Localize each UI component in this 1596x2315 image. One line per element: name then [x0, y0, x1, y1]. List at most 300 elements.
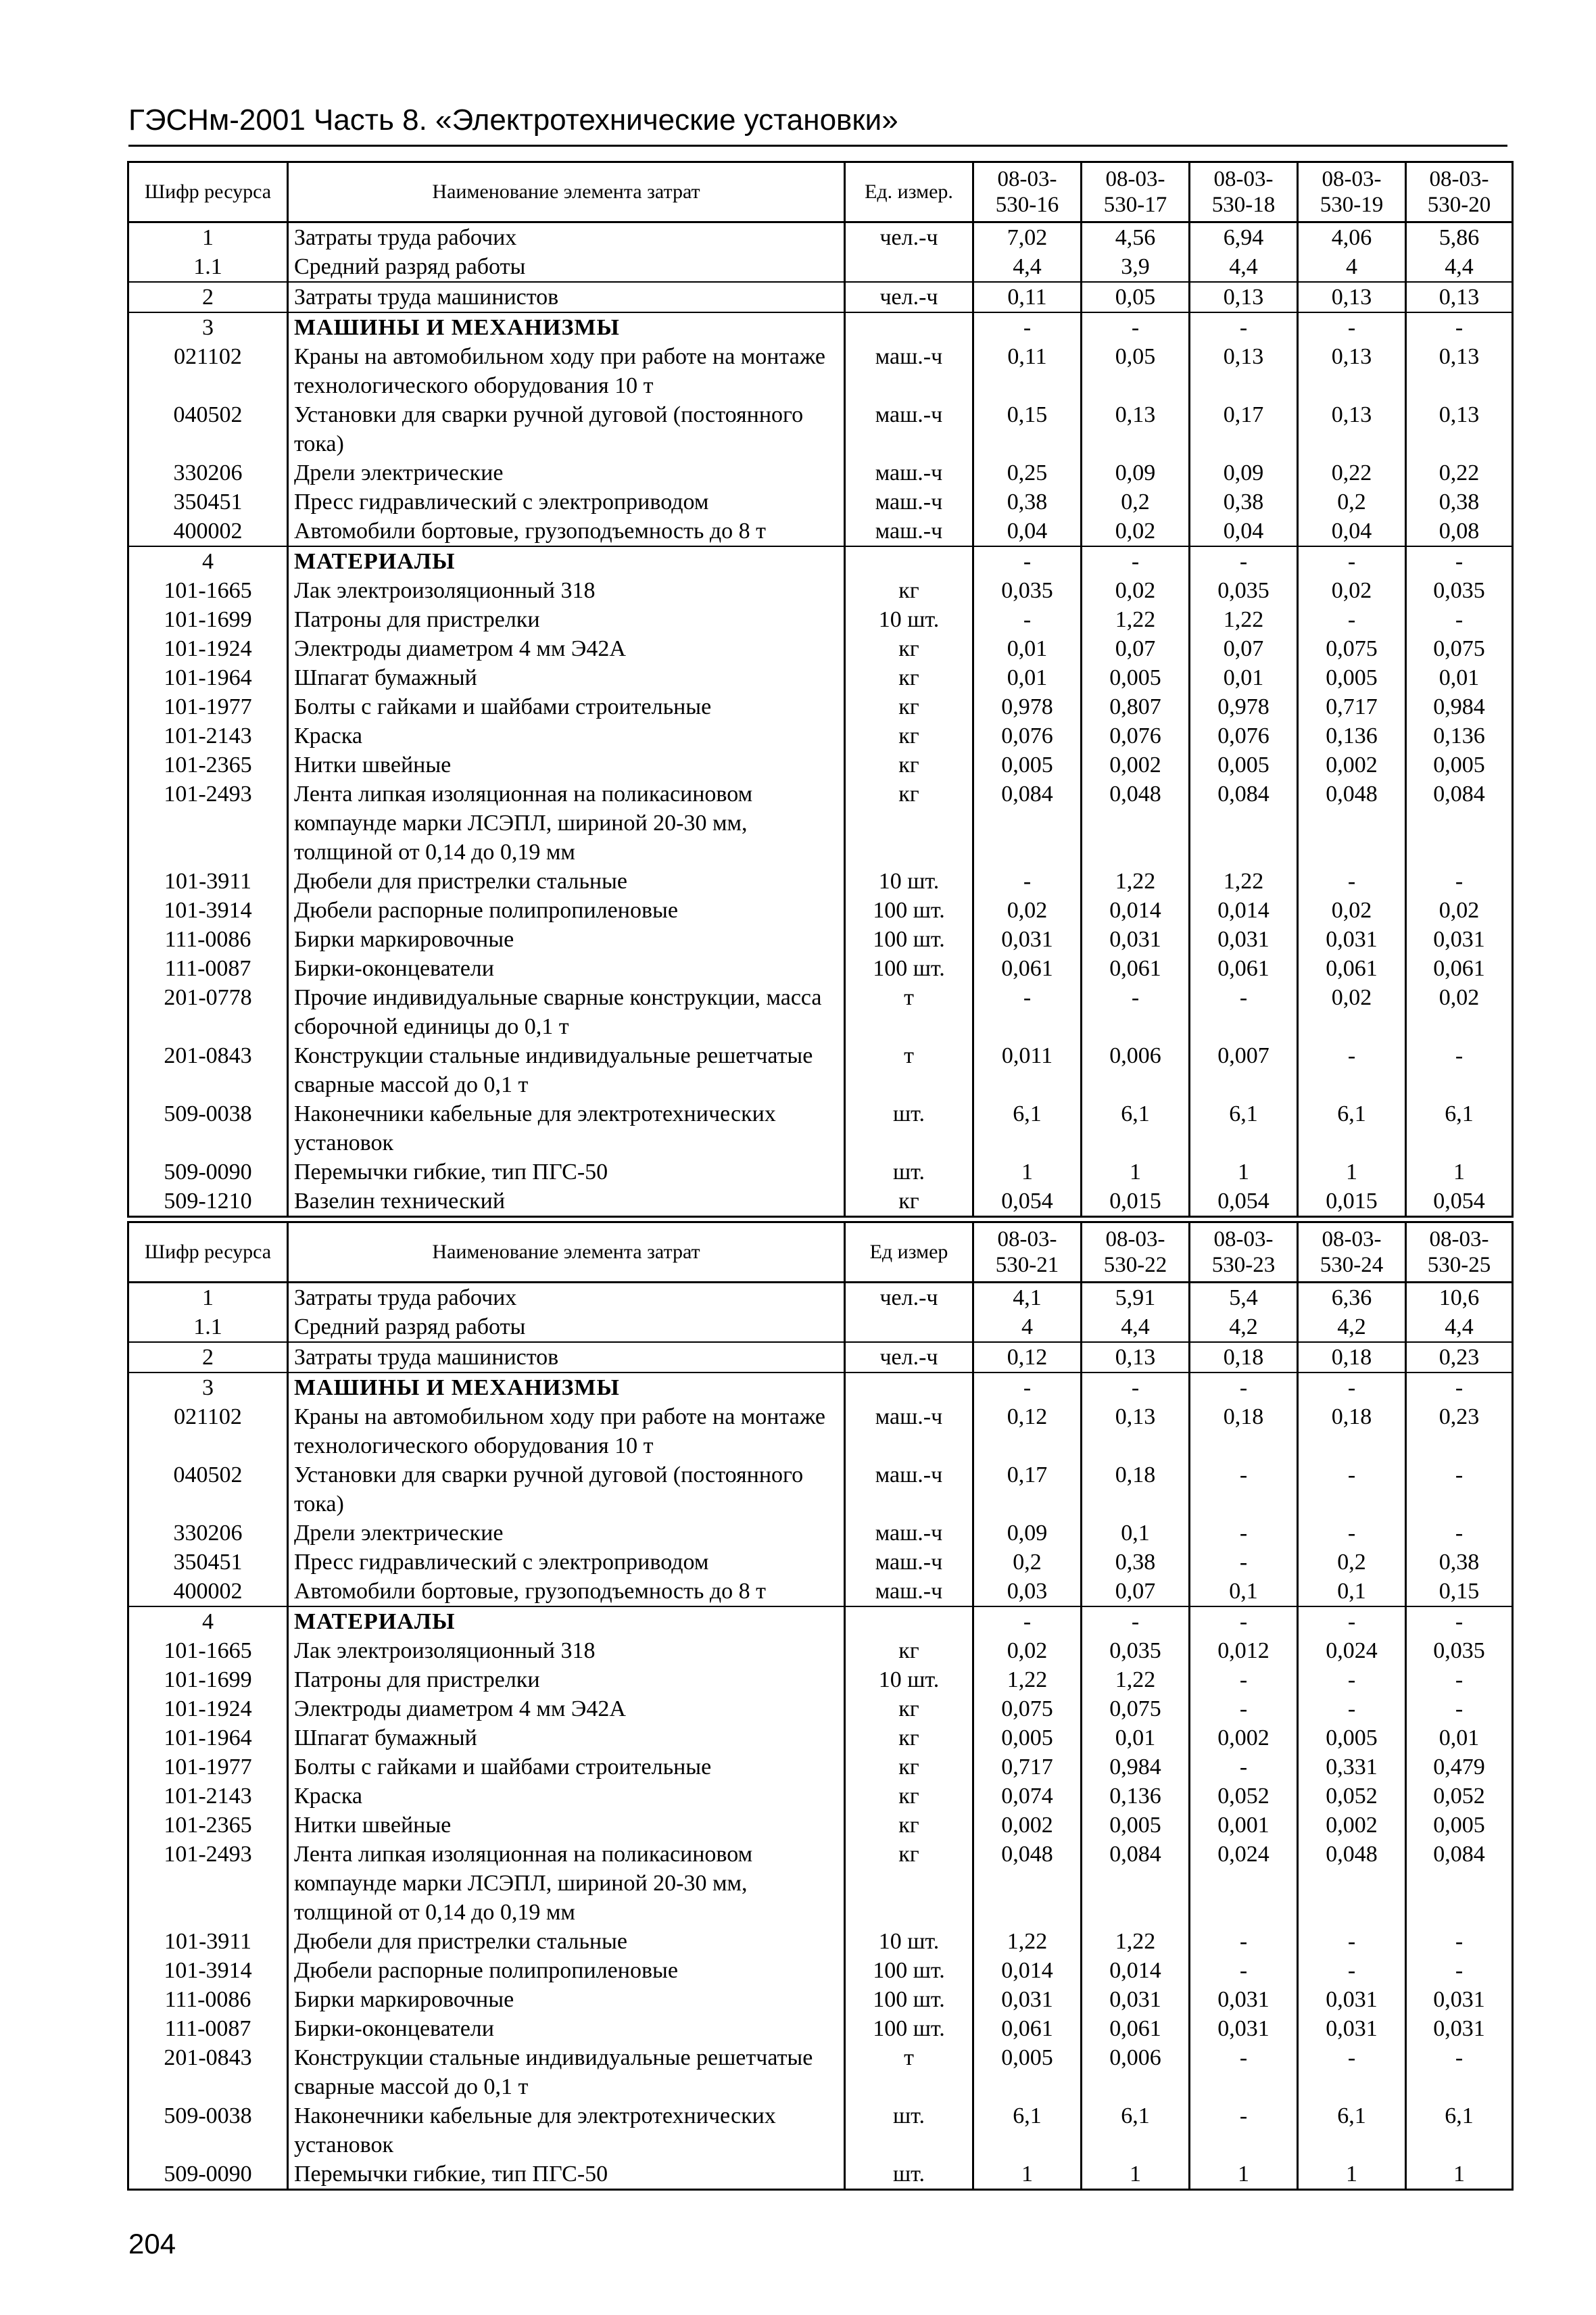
cost-element-name-cell: Болты с гайками и шайбами строительные	[288, 1752, 845, 1782]
norm-value-cell: 0,22	[1298, 458, 1406, 487]
unit-cell: чел.-ч	[845, 1342, 973, 1373]
resource-code-cell: 3	[128, 1373, 288, 1402]
norm-value-cell: 1,22	[973, 1927, 1082, 1956]
norm-value-cell: -	[1298, 546, 1406, 576]
norm-value-cell: -	[1298, 1519, 1406, 1548]
norm-value-cell: 1	[1082, 2159, 1190, 2190]
cost-element-name-cell: Дрели электрические	[288, 458, 845, 487]
norm-value-cell: 0,024	[1190, 1840, 1298, 1927]
norm-value-cell: 0,09	[1190, 458, 1298, 487]
unit-cell: кг	[845, 1694, 973, 1723]
norm-value-cell: 0,978	[973, 692, 1082, 721]
norm-value-cell: 0,054	[1406, 1187, 1513, 1217]
norm-value-cell: -	[1190, 1956, 1298, 1985]
norm-value-cell: -	[1406, 1606, 1513, 1636]
norm-value-cell: 4,4	[1406, 252, 1513, 282]
norm-value-cell: 6,1	[1082, 2101, 1190, 2159]
table-row	[128, 458, 1513, 487]
resource-code-cell: 350451	[128, 487, 288, 517]
norm-value-cell: 0,01	[1406, 663, 1513, 692]
resource-code-cell: 111-0086	[128, 1985, 288, 2014]
resource-code-cell: 040502	[128, 400, 288, 458]
resource-code-cell: 509-1210	[128, 1187, 288, 1217]
header-norm-code: 08-03- 530-25	[1406, 1222, 1513, 1283]
norm-value-cell: -	[1082, 1373, 1190, 1402]
norm-value-cell: -	[1190, 312, 1298, 342]
norm-value-cell: -	[1406, 1519, 1513, 1548]
norm-value-cell: 0,006	[1082, 2043, 1190, 2101]
unit-cell: т	[845, 983, 973, 1041]
norm-value-cell: 0,031	[1298, 2014, 1406, 2043]
cost-element-name-cell: Автомобили бортовые, грузоподъемность до 8 т	[288, 517, 845, 546]
norm-value-cell: -	[1298, 1956, 1406, 1985]
norm-value-cell: 0,02	[1406, 896, 1513, 925]
cost-element-name-cell: МАТЕРИАЛЫ	[288, 546, 845, 576]
norm-value-cell: 0,38	[1406, 1548, 1513, 1577]
cost-element-name-cell: Дюбели для пристрелки стальные	[288, 1927, 845, 1956]
table-row	[128, 954, 1513, 983]
norm-value-cell: 0,807	[1082, 692, 1190, 721]
norm-value-cell: 0,005	[973, 750, 1082, 780]
unit-cell: маш.-ч	[845, 487, 973, 517]
table-row	[128, 1577, 1513, 1606]
norm-value-cell: 0,084	[1406, 1840, 1513, 1927]
norm-value-cell: -	[1406, 2043, 1513, 2101]
cost-element-name-cell: Установки для сварки ручной дуговой (постоянного тока)	[288, 400, 845, 458]
unit-cell: кг	[845, 1723, 973, 1752]
table-row	[128, 252, 1513, 282]
table-row	[128, 282, 1513, 312]
norm-value-cell: 0,005	[973, 1723, 1082, 1752]
norm-value-cell: 0,084	[1190, 780, 1298, 867]
norm-value-cell: 0,09	[973, 1519, 1082, 1548]
resource-code-cell: 101-1964	[128, 1723, 288, 1752]
unit-cell: т	[845, 2043, 973, 2101]
norm-value-cell: 0,005	[1406, 1811, 1513, 1840]
norm-value-cell: 0,02	[1298, 576, 1406, 605]
cost-element-name-cell: Краны на автомобильном ходу при работе на монтаже технологического оборудования 10 т	[288, 342, 845, 400]
norm-value-cell: -	[1406, 312, 1513, 342]
resource-table-1	[127, 161, 1514, 1218]
table-row	[128, 1158, 1513, 1187]
norm-value-cell: 0,04	[1190, 517, 1298, 546]
norm-value-cell: -	[1406, 1927, 1513, 1956]
norm-value-cell: 0,07	[1082, 1577, 1190, 1606]
norm-value-cell: 10,6	[1406, 1283, 1513, 1313]
norm-value-cell: 0,035	[1190, 576, 1298, 605]
norm-value-cell: 0,1	[1298, 1577, 1406, 1606]
header-norm-code: 08-03- 530-18	[1190, 162, 1298, 222]
norm-value-cell: -	[1406, 1460, 1513, 1519]
cost-element-name-cell: Установки для сварки ручной дуговой (постоянного тока)	[288, 1460, 845, 1519]
table-row	[128, 1460, 1513, 1519]
norm-value-cell: -	[1082, 1606, 1190, 1636]
cost-element-name-cell: МАШИНЫ И МЕХАНИЗМЫ	[288, 312, 845, 342]
norm-value-cell: 1	[973, 1158, 1082, 1187]
resource-code-cell: 201-0843	[128, 1041, 288, 1099]
norm-value-cell: -	[1190, 546, 1298, 576]
norm-value-cell: 0,031	[1082, 925, 1190, 954]
cost-element-name-cell: Лента липкая изоляционная на поликасиновом компаунде марки ЛСЭПЛ, шириной 20-30 мм, толщиной от 0,14 до 0,19 мм	[288, 780, 845, 867]
table-row	[128, 1099, 1513, 1158]
norm-value-cell: 1,22	[1082, 867, 1190, 896]
header-norm-code: 08-03- 530-24	[1298, 1222, 1406, 1283]
table-row	[128, 925, 1513, 954]
norm-value-cell: 6,1	[1406, 2101, 1513, 2159]
norm-value-cell: 0,048	[1298, 1840, 1406, 1927]
norm-value-cell: 0,031	[1406, 2014, 1513, 2043]
table-row	[128, 1694, 1513, 1723]
norm-value-cell: 0,1	[1082, 1519, 1190, 1548]
norm-value-cell: 0,061	[973, 2014, 1082, 2043]
resource-code-cell: 101-1665	[128, 576, 288, 605]
norm-value-cell: 0,076	[1190, 721, 1298, 750]
norm-value-cell: 0,061	[1082, 954, 1190, 983]
norm-value-cell: 0,076	[973, 721, 1082, 750]
resource-code-cell: 101-2493	[128, 780, 288, 867]
norm-value-cell: 0,076	[1082, 721, 1190, 750]
norm-value-cell: 0,048	[973, 1840, 1082, 1927]
resource-code-cell: 021102	[128, 1402, 288, 1460]
norm-value-cell: 0,048	[1082, 780, 1190, 867]
unit-cell: 10 шт.	[845, 1665, 973, 1694]
unit-cell: чел.-ч	[845, 222, 973, 253]
unit-cell: кг	[845, 780, 973, 867]
table-row	[128, 1041, 1513, 1099]
unit-cell: маш.-ч	[845, 517, 973, 546]
cost-element-name-cell: Наконечники кабельные для электротехнических установок	[288, 1099, 845, 1158]
norm-value-cell: 0,38	[1190, 487, 1298, 517]
norm-value-cell: 0,02	[1406, 983, 1513, 1041]
cost-element-name-cell: Дрели электрические	[288, 1519, 845, 1548]
unit-cell: 10 шт.	[845, 605, 973, 634]
cost-element-name-cell: Дюбели для пристрелки стальные	[288, 867, 845, 896]
cost-element-name-cell: Лента липкая изоляционная на поликасиновом компаунде марки ЛСЭПЛ, шириной 20-30 мм, толщиной от 0,14 до 0,19 мм	[288, 1840, 845, 1927]
norm-value-cell: -	[973, 983, 1082, 1041]
norm-value-cell: 0,13	[1190, 342, 1298, 400]
norm-value-cell: 0,052	[1298, 1782, 1406, 1811]
table-row	[128, 222, 1513, 253]
header-resource-code: Шифр ресурса	[128, 162, 288, 222]
cost-element-name-cell: Нитки швейные	[288, 1811, 845, 1840]
norm-value-cell: 0,717	[1298, 692, 1406, 721]
unit-cell: шт.	[845, 2101, 973, 2159]
unit-cell	[845, 312, 973, 342]
unit-cell: кг	[845, 1811, 973, 1840]
norm-value-cell: 4	[1298, 252, 1406, 282]
table-row	[128, 750, 1513, 780]
norm-value-cell: 0,38	[973, 487, 1082, 517]
cost-element-name-cell: Средний разряд работы	[288, 252, 845, 282]
norm-value-cell: 4,2	[1190, 1312, 1298, 1342]
resource-code-cell: 2	[128, 282, 288, 312]
unit-cell: кг	[845, 634, 973, 663]
unit-cell: 100 шт.	[845, 954, 973, 983]
table-row	[128, 342, 1513, 400]
norm-value-cell: -	[1190, 1752, 1298, 1782]
table-row	[128, 517, 1513, 546]
unit-cell: 10 шт.	[845, 1927, 973, 1956]
norm-value-cell: 0,048	[1298, 780, 1406, 867]
table-row	[128, 1283, 1513, 1313]
norm-value-cell: -	[1406, 1373, 1513, 1402]
resource-code-cell: 509-0038	[128, 2101, 288, 2159]
norm-value-cell: -	[973, 605, 1082, 634]
norm-value-cell: -	[973, 546, 1082, 576]
norm-value-cell: 0,331	[1298, 1752, 1406, 1782]
norm-value-cell: 0,04	[973, 517, 1082, 546]
unit-cell: 100 шт.	[845, 896, 973, 925]
cost-element-name-cell: Вазелин технический	[288, 1187, 845, 1217]
norm-value-cell: 0,052	[1406, 1782, 1513, 1811]
table-row	[128, 1956, 1513, 1985]
norm-value-cell: 0,005	[1298, 1723, 1406, 1752]
resource-code-cell: 509-0090	[128, 2159, 288, 2190]
norm-value-cell: 1,22	[1082, 1665, 1190, 1694]
cost-element-name-cell: Шпагат бумажный	[288, 1723, 845, 1752]
table-row	[128, 1723, 1513, 1752]
cost-element-name-cell: Перемычки гибкие, тип ПГС-50	[288, 2159, 845, 2190]
norm-value-cell: 0,2	[973, 1548, 1082, 1577]
norm-value-cell: -	[1190, 1460, 1298, 1519]
norm-value-cell: 0,001	[1190, 1811, 1298, 1840]
norm-value-cell: -	[973, 312, 1082, 342]
cost-element-name-cell: Автомобили бортовые, грузоподъемность до 8 т	[288, 1577, 845, 1606]
unit-cell	[845, 546, 973, 576]
table-row	[128, 692, 1513, 721]
resource-code-cell: 101-2365	[128, 750, 288, 780]
resource-code-cell: 509-0090	[128, 1158, 288, 1187]
norm-value-cell: 0,38	[1406, 487, 1513, 517]
norm-value-cell: 0,136	[1082, 1782, 1190, 1811]
unit-cell: кг	[845, 1840, 973, 1927]
norm-value-cell: 0,717	[973, 1752, 1082, 1782]
cost-element-name-cell: Бирки маркировочные	[288, 1985, 845, 2014]
norm-value-cell: -	[1190, 1606, 1298, 1636]
cost-element-name-cell: Затраты труда машинистов	[288, 1342, 845, 1373]
header-unit: Ед измер	[845, 1222, 973, 1283]
unit-cell: кг	[845, 576, 973, 605]
resource-code-cell: 350451	[128, 1548, 288, 1577]
resource-code-cell: 101-3911	[128, 867, 288, 896]
norm-value-cell: 0,011	[973, 1041, 1082, 1099]
unit-cell: кг	[845, 663, 973, 692]
resource-code-cell: 111-0086	[128, 925, 288, 954]
table-row	[128, 1187, 1513, 1217]
resource-code-cell: 101-1699	[128, 605, 288, 634]
norm-value-cell: -	[1406, 1041, 1513, 1099]
norm-value-cell: -	[1298, 1041, 1406, 1099]
norm-value-cell: 0,006	[1082, 1041, 1190, 1099]
table-row	[128, 2159, 1513, 2190]
norm-value-cell: 0,084	[1406, 780, 1513, 867]
header-cost-element-name: Наименование элемента затрат	[288, 1222, 845, 1283]
norm-value-cell: -	[1190, 2043, 1298, 2101]
resource-code-cell: 330206	[128, 1519, 288, 1548]
norm-value-cell: -	[1190, 1927, 1298, 1956]
table-row	[128, 1312, 1513, 1342]
resource-code-cell: 201-0778	[128, 983, 288, 1041]
norm-value-cell: 0,978	[1190, 692, 1298, 721]
norm-value-cell: 0,014	[973, 1956, 1082, 1985]
resource-code-cell: 101-1699	[128, 1665, 288, 1694]
table-row	[128, 1782, 1513, 1811]
unit-cell: маш.-ч	[845, 1402, 973, 1460]
resource-code-cell: 101-3914	[128, 896, 288, 925]
norm-value-cell: -	[1298, 1927, 1406, 1956]
norm-value-cell: 0,17	[973, 1460, 1082, 1519]
table-row	[128, 721, 1513, 750]
norm-value-cell: -	[1190, 1519, 1298, 1548]
norm-value-cell: 7,02	[973, 222, 1082, 253]
norm-value-cell: 4,4	[1190, 252, 1298, 282]
norm-value-cell: -	[1190, 1373, 1298, 1402]
norm-value-cell: 0,005	[1082, 1811, 1190, 1840]
cost-element-name-cell: Электроды диаметром 4 мм Э42А	[288, 1694, 845, 1723]
norm-value-cell: 0,005	[1406, 750, 1513, 780]
cost-element-name-cell: Пресс гидравлический с электроприводом	[288, 487, 845, 517]
norm-value-cell: -	[1406, 546, 1513, 576]
norm-value-cell: 0,07	[1082, 634, 1190, 663]
header-norm-code: 08-03- 530-20	[1406, 162, 1513, 222]
norm-value-cell: 0,035	[973, 576, 1082, 605]
norm-value-cell: -	[1406, 1694, 1513, 1723]
unit-cell: кг	[845, 1782, 973, 1811]
cost-element-name-cell: Перемычки гибкие, тип ПГС-50	[288, 1158, 845, 1187]
resource-code-cell: 101-1977	[128, 692, 288, 721]
norm-value-cell: 0,18	[1082, 1460, 1190, 1519]
norm-value-cell: 0,02	[1082, 576, 1190, 605]
cost-element-name-cell: МАТЕРИАЛЫ	[288, 1606, 845, 1636]
table-row	[128, 2043, 1513, 2101]
resource-code-cell: 400002	[128, 1577, 288, 1606]
unit-cell	[845, 252, 973, 282]
table-row	[128, 1402, 1513, 1460]
norm-value-cell: 0,02	[973, 1636, 1082, 1665]
norm-value-cell: 0,024	[1298, 1636, 1406, 1665]
table-row	[128, 487, 1513, 517]
resource-code-cell: 1	[128, 1283, 288, 1313]
norm-value-cell: 0,18	[1298, 1402, 1406, 1460]
norm-value-cell: 0,2	[1298, 1548, 1406, 1577]
table-row	[128, 400, 1513, 458]
cost-element-name-cell: Шпагат бумажный	[288, 663, 845, 692]
norm-value-cell: 1	[1190, 2159, 1298, 2190]
norm-value-cell: 0,13	[1298, 342, 1406, 400]
norm-value-cell: 0,061	[973, 954, 1082, 983]
norm-value-cell: 0,061	[1190, 954, 1298, 983]
cost-element-name-cell: Патроны для пристрелки	[288, 1665, 845, 1694]
section-row	[128, 546, 1513, 576]
resource-code-cell: 101-3914	[128, 1956, 288, 1985]
cost-element-name-cell: Прочие индивидуальные сварные конструкции, масса сборочной единицы до 0,1 т	[288, 983, 845, 1041]
unit-cell: маш.-ч	[845, 458, 973, 487]
norm-value-cell: 0,031	[973, 925, 1082, 954]
norm-value-cell: 0,04	[1298, 517, 1406, 546]
norm-value-cell: 0,2	[1082, 487, 1190, 517]
norm-value-cell: 0,084	[973, 780, 1082, 867]
norm-value-cell: 1	[1190, 1158, 1298, 1187]
page-number: 204	[128, 2228, 176, 2260]
unit-cell: маш.-ч	[845, 1460, 973, 1519]
norm-value-cell: -	[1406, 867, 1513, 896]
norm-value-cell: 4,4	[1082, 1312, 1190, 1342]
norm-value-cell: 0,005	[1298, 663, 1406, 692]
norm-value-cell: -	[1190, 1694, 1298, 1723]
norm-value-cell: 0,05	[1082, 282, 1190, 312]
cost-element-name-cell: Лак электроизоляционный 318	[288, 1636, 845, 1665]
norm-value-cell: -	[1082, 312, 1190, 342]
norm-value-cell: -	[973, 867, 1082, 896]
table-row	[128, 1811, 1513, 1840]
cost-element-name-cell: МАШИНЫ И МЕХАНИЗМЫ	[288, 1373, 845, 1402]
norm-value-cell: 0,002	[1082, 750, 1190, 780]
table-row	[128, 983, 1513, 1041]
norm-value-cell: 1	[1082, 1158, 1190, 1187]
norm-value-cell: -	[1082, 983, 1190, 1041]
norm-value-cell: 0,015	[1082, 1187, 1190, 1217]
norm-value-cell: 0,08	[1406, 517, 1513, 546]
unit-cell: 10 шт.	[845, 867, 973, 896]
norm-value-cell: 1,22	[1190, 867, 1298, 896]
norm-value-cell: 0,002	[1190, 1723, 1298, 1752]
unit-cell: маш.-ч	[845, 400, 973, 458]
norm-value-cell: 6,1	[1298, 2101, 1406, 2159]
unit-cell: маш.-ч	[845, 342, 973, 400]
cost-element-name-cell: Краска	[288, 1782, 845, 1811]
resource-code-cell: 111-0087	[128, 2014, 288, 2043]
norm-value-cell: 1,22	[1190, 605, 1298, 634]
table-row	[128, 1927, 1513, 1956]
norm-value-cell: 0,005	[1190, 750, 1298, 780]
cost-element-name-cell: Краны на автомобильном ходу при работе на монтаже технологического оборудования 10 т	[288, 1402, 845, 1460]
norm-value-cell: 0,02	[1082, 517, 1190, 546]
norm-value-cell: 1	[1406, 2159, 1513, 2190]
norm-value-cell: 0,479	[1406, 1752, 1513, 1782]
cost-element-name-cell: Дюбели распорные полипропиленовые	[288, 1956, 845, 1985]
table-row	[128, 1840, 1513, 1927]
norm-value-cell: 0,002	[1298, 750, 1406, 780]
resource-code-cell: 101-2493	[128, 1840, 288, 1927]
cost-element-name-cell: Нитки швейные	[288, 750, 845, 780]
cost-element-name-cell: Патроны для пристрелки	[288, 605, 845, 634]
unit-cell: шт.	[845, 1158, 973, 1187]
table-row	[128, 2014, 1513, 2043]
norm-value-cell: 4,4	[1406, 1312, 1513, 1342]
norm-value-cell: 0,031	[1298, 925, 1406, 954]
norm-value-cell: 6,1	[1406, 1099, 1513, 1158]
norm-value-cell: 0,13	[1082, 400, 1190, 458]
norm-value-cell: 0,002	[1298, 1811, 1406, 1840]
norm-value-cell: 1,22	[973, 1665, 1082, 1694]
norm-value-cell: -	[1190, 983, 1298, 1041]
table-header-row	[128, 1222, 1513, 1283]
unit-cell: маш.-ч	[845, 1519, 973, 1548]
page-header-title: ГЭСНм-2001 Часть 8. «Электротехнические установки»	[128, 103, 898, 137]
norm-value-cell: -	[1298, 312, 1406, 342]
norm-value-cell: 0,054	[1190, 1187, 1298, 1217]
norm-value-cell: 6,94	[1190, 222, 1298, 253]
unit-cell: маш.-ч	[845, 1548, 973, 1577]
section-row	[128, 1373, 1513, 1402]
norm-value-cell: 0,014	[1190, 896, 1298, 925]
norm-value-cell: -	[1298, 867, 1406, 896]
norm-value-cell: 0,035	[1406, 576, 1513, 605]
norm-value-cell: -	[1190, 2101, 1298, 2159]
norm-value-cell: 1	[973, 2159, 1082, 2190]
resource-code-cell: 101-1924	[128, 1694, 288, 1723]
norm-value-cell: 0,075	[1082, 1694, 1190, 1723]
